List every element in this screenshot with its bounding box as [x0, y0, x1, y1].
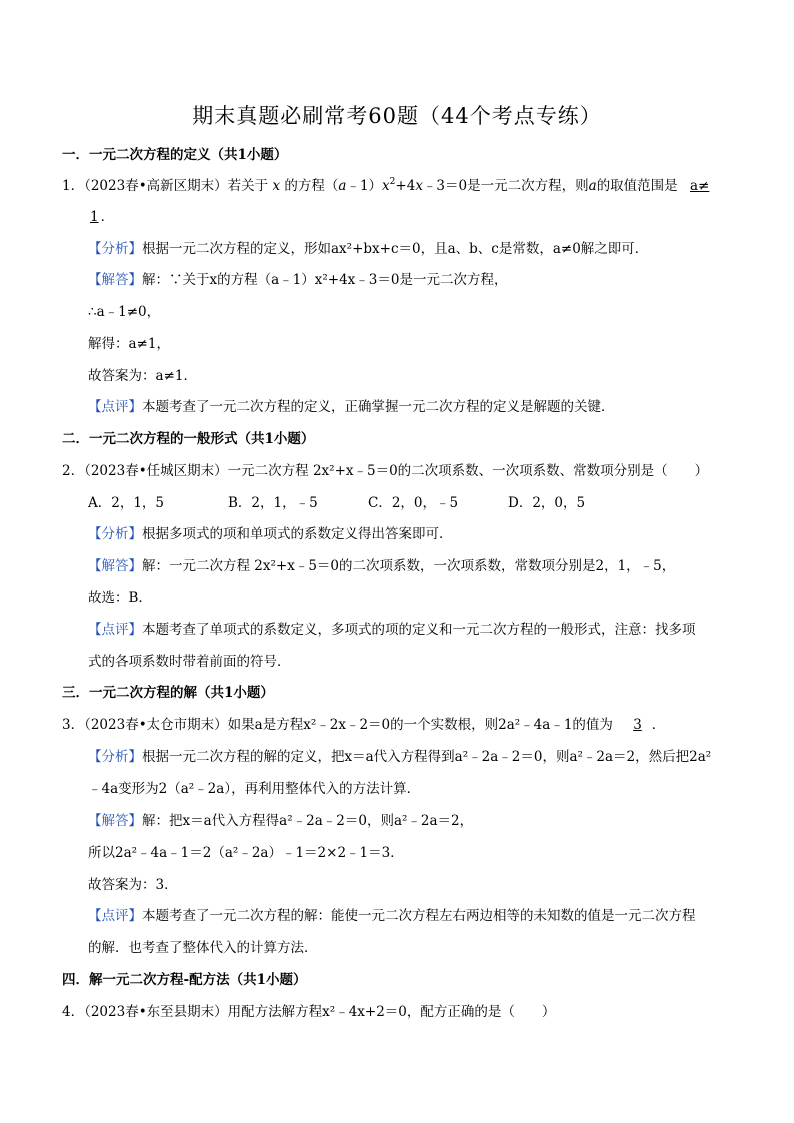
review-tag: 【点评】 — [88, 399, 142, 415]
question-1-review: 【点评】本题考查了一元二次方程的定义，正确掌握一元二次方程的定义是解题的关键． — [88, 399, 615, 415]
question-1-solution: 【解答】解：∵关于x的方程（a﹣1）x²+4x﹣3＝0是一元二次方程， — [88, 272, 508, 288]
section-heading-1: 一．一元二次方程的定义（共1小题） — [62, 147, 288, 163]
question-4-stem: 4．（2023春•东至县期末）用配方法解方程x²﹣4x+2＝0，配方正确的是（ ） — [62, 1004, 556, 1020]
question-3-answer: 3 — [633, 717, 642, 733]
section-heading-2: 二．一元二次方程的一般形式（共1小题） — [62, 431, 315, 447]
question-2-solution-line-2: 故选：B． — [88, 590, 152, 606]
option-d: D．2，0，5 — [508, 495, 586, 511]
solution-tag: 【解答】 — [88, 813, 142, 829]
question-3-solution-line-3: 故答案为：3． — [88, 877, 178, 893]
question-1-answer: a≠ — [689, 178, 710, 194]
question-3-solution: 【解答】解：把x＝a代入方程得a²﹣2a﹣2＝0，则a²﹣2a＝2， — [88, 813, 474, 829]
question-1-solution-line-2: ∴a﹣1≠0， — [88, 304, 161, 320]
question-3-review-line-2: 的解．也考查了整体代入的计算方法． — [88, 940, 318, 956]
section-heading-4: 四．解一元二次方程-配方法（共1小题） — [62, 972, 307, 988]
question-2-options — [88, 494, 648, 512]
question-1-stem: 1．（2023春•高新区期末）若关于 x 的方程$(a﹣1)x^2+4x﹣3=0$是一元二次方程，则a的取值范围是 a≠ — [62, 177, 710, 194]
question-2-review-line-2: 式的各项系数时带着前面的符号． — [88, 654, 291, 670]
option-b: B．2，1，﹣5 — [228, 495, 318, 511]
review-tag: 【点评】 — [88, 622, 142, 638]
question-3-stem: 3．（2023春•太仓市期末）如果a是方程x²﹣2x﹣2＝0的一个实数根，则2a²﹣4a﹣1的值为 3 ． — [62, 717, 666, 733]
question-1-answer-cont: 1 ． — [90, 209, 115, 225]
solution-tag: 【解答】 — [88, 558, 142, 574]
section-heading-3: 三．一元二次方程的解（共1小题） — [62, 685, 274, 701]
question-3-review: 【点评】本题考查了一元二次方程的解：能使一元二次方程左右两边相等的未知数的值是一元二次方程 — [88, 908, 696, 924]
page-title: 期末真题必刷常考60题（44个考点专练） — [192, 104, 602, 128]
question-2-analysis: 【分析】根据多项式的项和单项式的系数定义得出答案即可． — [88, 526, 453, 542]
review-tag: 【点评】 — [88, 908, 142, 924]
option-c: C．2，0，﹣5 — [368, 495, 459, 511]
question-3-solution-line-2: 所以2a²﹣4a﹣1＝2（a²﹣2a）﹣1＝2×2﹣1＝3． — [88, 845, 404, 861]
analysis-tag: 【分析】 — [88, 241, 142, 257]
question-2-stem: 2．（2023春•任城区期末）一元二次方程 2x²+x﹣5＝0的二次项系数、一次项系数、常数项分别是（ ） — [62, 463, 709, 479]
solution-tag: 【解答】 — [88, 272, 142, 288]
analysis-tag: 【分析】 — [88, 526, 142, 542]
question-3-analysis: 【分析】根据一元二次方程的解的定义，把x＝a代入方程得到a²﹣2a﹣2＝0，则a²﹣2a＝2，然后把2a² — [88, 749, 712, 765]
question-2-review: 【点评】本题考查了单项式的系数定义，多项式的项的定义和一元二次方程的一般形式，注意：找多项 — [88, 622, 696, 638]
question-1-solution-line-4: 故答案为：a≠1． — [88, 368, 197, 384]
analysis-tag: 【分析】 — [88, 749, 142, 765]
question-2-solution: 【解答】解：一元二次方程 2x²+x﹣5＝0的二次项系数，一次项系数，常数项分别是2，1，﹣5， — [88, 558, 676, 574]
question-1-solution-line-3: 解得：a≠1， — [88, 336, 170, 352]
question-3-analysis-line-2: ﹣4a变形为2（a²﹣2a），再利用整体代入的方法计算． — [88, 781, 421, 797]
question-1-analysis: 【分析】根据一元二次方程的定义，形如ax²+bx+c＝0，且a、b、c是常数，a≠0解之即可． — [88, 241, 649, 257]
option-a: A．2，1，5 — [88, 495, 165, 511]
